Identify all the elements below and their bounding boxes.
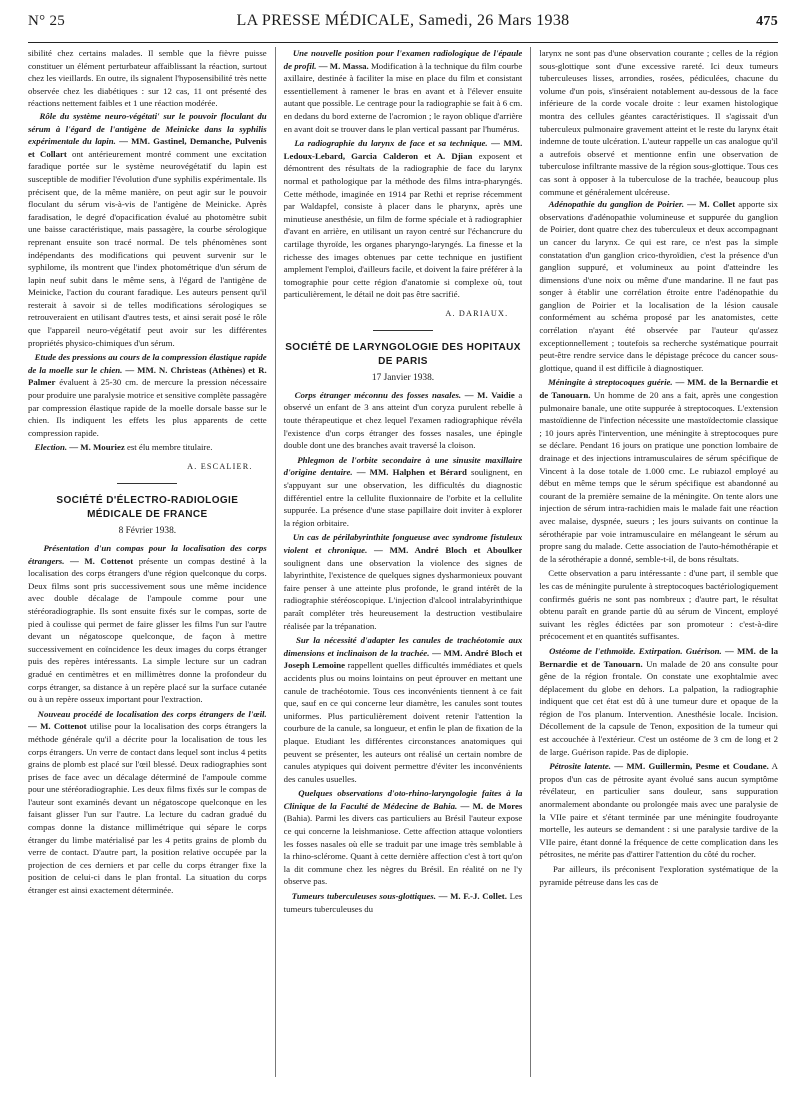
article-title: Ostéome de l'ethmoïde. Extirpation. Guérison.: [549, 645, 722, 656]
paragraph: larynx ne sont pas d'une observation courante ; celles de la région sous-glottique sont d'une excessive rareté. Ici deux tumeurs tuberculeuses lisses, arrondies, rosées, pédiculées, chacune du volume d'un pois, s'inséraient notablement au-dessous de la face inférieure de la corde vocale droite : leur examen histologique montra des cellules géantes caractéristiques. Il s'agissait d'un tuberculeux pulmonaire gravement atteint et le reste du larynx était indemne de toute ulcération. L'auteur rappelle un cas analogue qu'il a autrefois observé et mentionne enfin une observation de tuberculose infiltrante massive de la région sous-glottique. Tous ces cas sont à opposer à la tuberculose de la trachée, beaucoup plus commune et généralement ulcéreuse.: [539, 48, 778, 197]
article-text: Cette observation a paru intéressante : d'une part, il semble que les cas de méningite purulente à streptocoques bactériologiquement confirmés guéris ne sont pas nombreux ; d'autre part, le résultat obtenu paraît en grande partie dû au sérum de Vincent, employé suivant les règles édictées par son promoteur : c'est-à-dire précocement et en quantités suffisantes.: [539, 568, 778, 642]
column-3: [530, 47, 778, 1077]
article-title: Présentation d'un compas pour la localisation des corps étrangers.: [28, 543, 267, 566]
article-title: Nouveau procédé de localisation des corps étrangers de l'œil.: [37, 708, 267, 719]
article-text: est élu membre titulaire.: [124, 442, 213, 453]
article-text: apporte six observations d'adénopathie volumineuse et suppurée du ganglion de Poirier, dont quatre chez des tuberculeux et deux accompagnant un cancer du larynx. Ce qui est rare, ce n'est pas la simple constatation d'un ganglion crico-thyroïdien, c'est la présence d'un ganglion suppuré, et volumineux au point d'atteindre les dimensions d'une noix ou même d'une mandarine. Il ne faut pas songer à établir une corrélation étroite entre l'adénopathie du ganglion de Poirier et la localisation de la lésion causale conformément au schéma proposé par les anatomistes, cette corrélation n'ayant été observée par l'auteur qu'assez exceptionnellement ; toutefois sa recherche systématique pourrait peut-être rendre service dans le dépistage précoce du cancer sous-glottique, quand il est difficile à diagnostiquer.: [539, 199, 778, 373]
article-block: [284, 454, 523, 530]
article-authors: — M. Vaidie: [461, 389, 515, 400]
paragraph: [539, 567, 778, 643]
article-authors: — M. F.-J. Collet.: [435, 891, 507, 902]
article-title: Sur la nécessité d'adapter les canules de trachéotomie aux dimensions et inclinaison de la trachée.: [283, 635, 523, 658]
section-title: SOCIÉTÉ DE LARYNGOLOGIE DES HOPITAUX DE PARIS: [285, 341, 521, 367]
article-text: exposent et démontrent des résultats de la radiographie de face du larynx normal et pathologique par la méthode des films intra-pharyngés. Cette méthode, imaginée en 1914 par Rethi et reprise récemment par Waldapfel, consiste à placer dans le pharynx, après une minutieuse anesthésie, un film de forme spéciale et à radiographier d'avant en arrière, en utilisant un rayon centré sur l'échancrure du cartilage thyroïde, les organes pharyngo-laryngés. La finesse et la richesse des images obtenues par cette technique en justifient amplement l'emploi, d'ailleurs facile, et doivent la faire préférer à la tomographie pour cette région d'anatomie si complexe où, tout particulièrement, le détail ne doit pas être sacrifié.: [283, 150, 523, 300]
article-block: [28, 441, 267, 454]
article-block: [284, 47, 523, 135]
paragraph: sibilité chez certains malades. Il semble que la fièvre puisse constituer un élément perturbateur affaiblissant la réaction, surtout chez les vieillards. En outre, ils signalent l'hyposensibilité très nette observée chez les diabétiques : sur 12 cas, 11 ont présenté des réactions nettement faibles et 1 une réaction modérée.: [28, 48, 267, 109]
article-text: Par ailleurs, ils préconisent l'exploration systématique de la pyramide pétreuse dans les cas de: [539, 864, 778, 887]
article-authors: — M. Mouriez: [67, 442, 125, 453]
article-title: Election.: [34, 442, 68, 453]
column-1: [28, 47, 267, 1077]
article-text: Modification à la technique du film courbe axillaire, destinée à faciliter la mise en place du film et consistant essentiellement à ramener le bras en avant et à l'élever ensuite autant que possible. Le centrage pour la radiographie se fait à 6 cm. en dedans du bord externe de l'acromion ; le rayon oblique d'arrière en avant doit se trouver dans le plan vertical passant par l'humérus.: [283, 60, 523, 134]
article-authors: — MM. N. Christeas (Athènes) et R. Palmer: [28, 364, 267, 388]
column-2: [275, 47, 523, 1077]
article-block: [539, 760, 778, 861]
page-header: [28, 12, 778, 43]
columns: [28, 47, 778, 1077]
article-title: Un cas de périlabyrinthite fongueuse avec syndrome fistuleux violent et chronique.: [283, 532, 523, 555]
article-block: [28, 110, 267, 349]
paragraph: [539, 863, 778, 888]
section-date: 17 Janvier 1938.: [371, 372, 435, 383]
article-title: Corps étranger méconnu des fosses nasales.: [294, 389, 462, 400]
article-authors: — M. Cottenot: [64, 555, 134, 566]
article-title: Méningite à streptocoques guérie.: [547, 377, 673, 388]
article-title: Etude des pressions au cours de la compression élastique rapide de la moelle sur le chien.: [28, 352, 267, 375]
article-text: ont antérieurement montré comment une excitation faradique portée sur le système neurovégétatif du lapin est susceptible de modifier l'évolution d'une syphilis expérimentale. Ils précisent que, de la même manière, on peut agir sur le pouvoir floculant du sérum vis-à-vis de l'antigène de Meinicke. Après faradisation, le degré d'opacification évalué au photomètre subit une baisse caractéristique, mais passagère, la courbe sérologique reprenant ensuite son tracé normal. De tels phénomènes sont indépendants des modifications qui peuvent survenir sur le syphilome, ils montrent que l'index photométrique d'un sérum de lapin neuf subit dans le même sens, à l'égard de l'antigène de Meinicke, l'action du courant faradique. Les auteurs pensent qu'il resterait à savoir si de telles modifications sérologiques se retrouveraient en utilisant d'autres tests, et ainsi serait posé le rôle que l'appareil neuro-végétatif peut avoir sur les différentes propriétés physico-chimiques d'un sérum.: [28, 148, 267, 348]
article-text: Un malade de 20 ans consulte pour gêne de la région frontale. On constate une exophtalmie avec déplacement du globe en dehors. La palpation, la radiographie indiquent que cet état est dû à une tumeur dure et opaque de la région de l'os planum. Intervention. Anesthésie locale. Incision. Décollement de la capsule de Tenon, exposition de la tumeur qui est accouchée à l'extérieur. C'est un ostéome de 3 cm de long et 2 de large. Guérison rapide. Pas de diplopie.: [539, 658, 778, 757]
section-title: SOCIÉTÉ D'ÉLECTRO-RADIOLOGIE MÉDICALE DE FRANCE: [56, 495, 239, 520]
page: [0, 12, 800, 1094]
signature: A. ESCALIER.: [187, 462, 253, 471]
article-text: A propos d'un cas de pétrosite ayant évolué sans aucun symptôme révélateur, en particulier sans douleur, sans suppuration anormalement abondante ou prolongée mais avec une paralysie de la VIIe paire et s'étant terminée par une méningite foudroyante mortelle, les auteurs se demandent : si une paralysie tardive de la VIIe paire, étant donné la fréquence de cette complication dans les pétrosites, ne mérite pas d'attirer l'attention du côté du rocher.: [539, 761, 778, 860]
article-authors: — M. de Mores: [457, 800, 523, 811]
article-title: Adénopathie du ganglion de Poirier.: [548, 199, 685, 210]
section-date: 8 Février 1938.: [118, 526, 177, 536]
article-block: [28, 351, 267, 439]
article-authors: — M. Massa.: [316, 60, 369, 71]
article-block: [284, 787, 523, 888]
article-title: Pétrosite latente.: [549, 761, 611, 772]
article-authors: — MM. André Bloch et Aboulker: [367, 545, 523, 555]
article-text: soulignent dans une observation la violence des signes de labyrinthite, l'existence de quelques signes dysharmonieux pouvant faire penser à une atteinte plus profonde, le grand intérêt de la radiographie stéréoscopique. L'injection d'alcool intralabyrinthique paraît compléter très heureusement la destruction vestibulaire réalisée par la trépanation.: [283, 557, 523, 631]
article-authors: — MM. de la Bernardie et de Tanouarn.: [539, 645, 778, 669]
article-block: [539, 198, 778, 374]
article-title: Une nouvelle position pour l'examen radiologique de l'épaule de profil.: [283, 48, 523, 71]
article-authors: — MM. Gastinel, Demanche, Pulvenis et Collart: [28, 136, 267, 159]
article-block: [284, 634, 523, 785]
section-divider: [117, 483, 177, 484]
signature: A. DARIAUX.: [445, 308, 509, 318]
section-divider: [373, 330, 433, 331]
article-block: [284, 890, 523, 915]
article-text: rappellent quelles difficultés immédiates et quels accidents plus ou moins lointains on peut éprouver en mettant une canule de trachéotomie. Tous ces inconvénients tiennent à ce fait que, sauf en ce qui concerne leur diamètre, les canules sont toutes uniformes. Plus particulièrement doivent retenir l'attention la courbure de la canule, sa longueur, et enfin le plan de fixation de la plaque. Etudiant les différentes circonstances anatomiques qui peuvent se présenter, les auteurs ont réalisé un certain nombre de canules atypiques qui doivent permettre d'éviter les inconvénients des canules usuelles.: [283, 660, 523, 784]
article-text: utilise pour la localisation des corps étrangers la méthode générale qu'il a décrite pour la localisation de tous les corps étrangers. Un verre de contact dans lequel sont inclus 4 petits grains de plomb est placé sur l'œil blessé. Deux radiographies sont prises de face avec un décalage déterminé de l'ampoule comme pour une stéréoradiographie. Les deux films fixés sur le compas de l'auteur sont examinés devant un négatoscope quelconque en les faisant glisser l'un sur l'autre. La lecture du cadran gradué du compas donne la distance millimétrique qui sépare le corps étranger du limbe matérialisé par les 4 petits grains de plomb du verre de contact. D'autre part, la position relative occupée par la projection de ces derniers et par celle du corps étranger fixe la position de celui-ci dans le plan frontal. La situation du corps étranger est ainsi exactement déterminée.: [28, 721, 267, 896]
article-title: Quelques observations d'oto-rhino-laryngologie faites à la Clinique de la Faculté de Médecine de Bahia.: [283, 788, 523, 811]
article-block: [539, 645, 778, 758]
article-title: Rôle du système neuro-végétati' sur le pouvoir floculant du sérum à l'égard de l'antigène de Meinicke dans la syphilis expérimentale du lapin.: [28, 110, 267, 147]
article-authors: — MM. André Bloch et Joseph Lemoine: [283, 647, 523, 671]
article-text: a observé un enfant de 3 ans atteint d'un coryza purulent rebelle à toute thérapeutique et chez lequel l'examen radiographique révéla l'existence d'un corps étranger des fosses nasales, une épingle double dont une des branches avait traversé la cloison.: [283, 389, 523, 451]
article-authors: — MM. Guillermin, Pesme et Coudane.: [610, 761, 769, 772]
article-block: [284, 531, 523, 632]
article-block: [284, 389, 523, 452]
article-authors: — MM. Ledoux-Lebard, Garcia Calderon et A. Djian: [283, 138, 523, 161]
article-text: (Bahia). Parmi les divers cas particuliers au Brésil l'auteur expose ce qui concerne la leishmaniose. Cette affection attaque volontiers les fosses nasales où elle se traduit par une image très semblable à la rhino-sclérome. Quant à cette dernière affection c'est à tort qu'on la dit commune chez les nègres du Brésil. En réalité on ne l'y observe pas.: [283, 813, 523, 887]
article-title: Tumeurs tuberculeuses sous-glottiques.: [291, 891, 436, 902]
issue-number: N° 25: [28, 13, 66, 29]
page-number: 475: [756, 14, 778, 29]
article-block: [28, 708, 267, 897]
journal-title: LA PRESSE MÉDICALE, Samedi, 26 Mars 1938: [236, 12, 570, 29]
article-text: présente un compas destiné à la localisation des corps étrangers d'une région quelconque du corps. Deux films sont pris successivement sous une même incidence avec double décalage de l'ampoule comme pour une stéréoradiographie. Ils sont ensuite fixés sur le compas, sorte de pied à coulisse qui permet de faire glisser les films l'un sur l'autre devant un négatoscope quelconque, de façon à mettre successivement en coïncidence les deux images du corps étranger puis des repères intéressants. La simple lecture sur un cadran gradué en centimètres et en millimètres donne la profondeur du corps étranger, sa distance à un repère placé sur la surface cutanée ou à un repère osseux important pour l'extraction.: [28, 555, 267, 705]
article-text: Un homme de 20 ans a fait, après une congestion pulmonaire banale, une otite suppurée à streptocoques. L'extension mastoïdienne de l'infection nécessite une mastoïdectomie classique ; 10 jours après l'intervention, une méningite à streptocoques pure se déclare. Pendant 16 jours on pratique une ponction lombaire de drainage et des injections intramusculaires de sérum spécifique de Vincent à la dose totale de 1.000 cmc. Le rubiazol employé au début en même temps que le sérum spécifique est abandonné au courant de la première semaine de la méningite. On tente alors une injection de sérum intra-rachidien mais le malade fait une réaction avec malaise, dyspnée, sueurs ; les jours suivants on continue la sérothérapie par voie intramusculaire en mélangeant le sérum au propre sang du malade. Cette association de l'auto-hémothérapie et de la sérothérapie a donné, semble-t-il, de bons résultats.: [539, 390, 778, 564]
article-block: [28, 542, 267, 706]
article-authors: — M. Collet: [684, 199, 736, 210]
article-title: La radiographie du larynx de face et sa technique.: [294, 138, 488, 149]
article-text: évaluent à 25-30 cm. de mercure la pression nécessaire pour produire une paralysie motrice et sensitive complète passagère par compression élastique rapide de la moelle dorsale basse sur le chien. Ils indiquent les effets les plus apparents de cette compression rapide.: [28, 377, 267, 438]
article-block: [284, 137, 523, 301]
article-title: Phlegmon de l'orbite secondaire à une sinusite maxillaire d'origine dentaire.: [283, 454, 523, 478]
article-authors: — MM. de la Bernardie et de Tanouarn.: [539, 377, 778, 401]
article-text: soulignent, en s'appuyant sur une observation, les difficultés du diagnostic différentiel entre la cellulite fluxionnaire de l'orbite et la cellulite suppurée. La présence d'une stase papillaire doit inviter à explorer la région orbitaire.: [283, 467, 523, 528]
article-text: Les tumeurs tuberculeuses du: [283, 891, 523, 914]
article-authors: — MM. Halphen et Bérard: [352, 467, 467, 478]
article-authors: — M. Cottenot: [28, 721, 87, 732]
article-block: [539, 376, 778, 565]
